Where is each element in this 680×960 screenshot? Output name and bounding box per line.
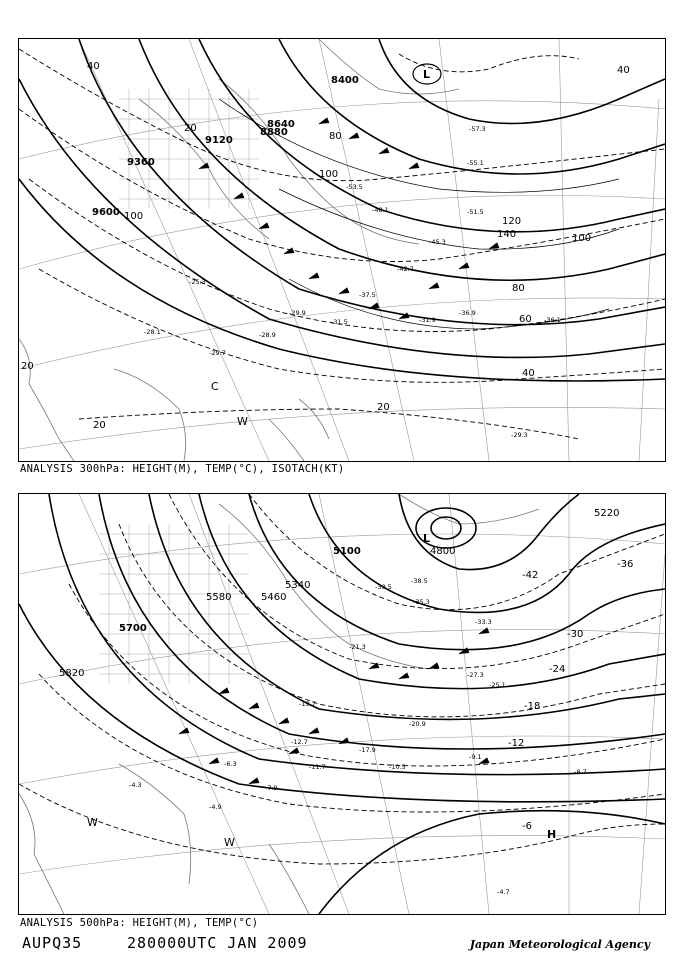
product-code: AUPQ35	[22, 934, 83, 952]
temperature-value: -25.3	[189, 278, 206, 286]
isotherm-label: -12	[508, 738, 525, 749]
isotach-lines-300	[219, 64, 619, 329]
isotach-label: 100	[319, 169, 339, 180]
temperature-value: -57.3	[469, 125, 486, 133]
temperature-value: -28.9	[259, 331, 276, 339]
temperature-value: -33.3	[475, 618, 492, 626]
temperature-value: -21.3	[349, 643, 366, 651]
temperature-value: -12.7	[291, 738, 308, 746]
warm-center-letter: W	[87, 816, 98, 829]
height-label: 5220	[594, 508, 620, 519]
isotach-label: 40	[617, 65, 630, 76]
height-label: 5100	[333, 546, 361, 557]
temperature-value: -19.7	[299, 700, 316, 708]
isotach-label: 120	[502, 216, 522, 227]
low-center-letter: L	[423, 68, 431, 81]
temperature-value: -38.5	[411, 577, 428, 585]
height-labels-500	[59, 508, 619, 679]
height-label: 9360	[127, 157, 155, 168]
height-label: 8640	[267, 119, 295, 130]
isotach-label: 20	[377, 402, 390, 413]
temperature-value: -45.3	[429, 238, 446, 246]
isotherm-label: -30	[567, 629, 584, 640]
temperature-value: -4.9	[209, 803, 222, 811]
height-label: 5820	[59, 668, 85, 679]
isotherm-label: -24	[549, 664, 566, 675]
isotherm-label: -36	[617, 559, 634, 570]
temperature-value: -35.3	[413, 598, 430, 606]
isotach-label: 40	[87, 61, 100, 72]
temperature-value: -11.7	[309, 763, 326, 771]
isotach-label: 100	[572, 233, 592, 244]
high-center-letter: H	[547, 828, 557, 841]
temperature-value: -29.3	[511, 431, 528, 439]
height-label: 9120	[205, 135, 233, 146]
temperature-value: -25.1	[489, 681, 506, 689]
height-label: 5460	[261, 592, 287, 603]
map-500hpa-canvas	[19, 494, 665, 914]
temperature-value: -36.9	[459, 309, 476, 317]
cold-center-letter: C	[211, 380, 219, 393]
temperature-labels-300	[144, 125, 561, 439]
isotach-label: 20	[184, 123, 197, 134]
temperature-value: -37.5	[359, 291, 376, 299]
height-label: 5580	[206, 592, 232, 603]
temperature-value: -53.5	[346, 183, 363, 191]
temperature-value: -6.3	[224, 760, 237, 768]
temperature-value: -17.9	[359, 746, 376, 754]
hatched-region-500	[99, 524, 249, 684]
height-contours-500	[19, 494, 665, 914]
temperature-value: -42.7	[397, 265, 414, 273]
map-300hpa-canvas	[19, 39, 665, 461]
map-panel-500hpa	[18, 493, 666, 915]
warm-center-letter: W	[224, 836, 235, 849]
temperature-value: -29.7	[209, 349, 226, 357]
isotherm-label: -42	[522, 570, 539, 581]
low-center-letter: L	[423, 532, 431, 545]
temperature-value: -31.5	[331, 318, 348, 326]
height-label: 5700	[119, 623, 147, 634]
caption-300hpa: ANALYSIS 300hPa: HEIGHT(M), TEMP(°C), ISOTACH(KT)	[20, 463, 345, 475]
height-label: 4800	[430, 546, 456, 557]
isotach-label: 20	[93, 420, 106, 431]
height-label: 8880	[260, 127, 288, 138]
valid-time: 280000UTC JAN 2009	[127, 934, 308, 952]
temperature-value: -29.9	[289, 309, 306, 317]
isotach-label: 20	[21, 361, 34, 372]
temperature-value: -8.7	[574, 768, 587, 776]
isotach-label: 80	[329, 131, 342, 142]
temperature-value: -4.7	[497, 888, 510, 896]
height-label: 5340	[285, 580, 311, 591]
hatched-region-300	[119, 89, 259, 209]
temperature-value: -48.1	[372, 206, 389, 214]
temperature-value: -36.1	[544, 316, 561, 324]
height-label: 8400	[331, 75, 359, 86]
height-labels-300	[92, 75, 359, 218]
temperature-value: -27.3	[467, 671, 484, 679]
agency-name: Japan Meteorological Agency	[469, 938, 650, 951]
temperature-value: -4.3	[129, 781, 142, 789]
temperature-value: -9.1	[469, 753, 482, 761]
temperature-value: -28.1	[144, 328, 161, 336]
temperature-value: -31.9	[419, 316, 436, 324]
center-letters-300	[211, 68, 430, 428]
wind-barbs-300	[199, 118, 499, 319]
temperature-value: -39.5	[375, 583, 392, 591]
temperature-value: -51.5	[467, 208, 484, 216]
map-panel-300hpa	[18, 38, 666, 462]
isotach-label: 100	[124, 211, 144, 222]
warm-center-letter: W	[237, 415, 248, 428]
isotherm-label: -6	[522, 821, 532, 832]
isotach-label: 80	[512, 283, 525, 294]
isotach-label: 60	[519, 314, 532, 325]
height-label: 9600	[92, 207, 120, 218]
temperature-value: -55.1	[467, 159, 484, 167]
isotherm-label: -18	[524, 701, 541, 712]
isotach-label: 140	[497, 229, 517, 240]
isotach-label: 40	[522, 368, 535, 379]
temperature-value: -7.9	[265, 784, 278, 792]
temperature-value: -20.9	[409, 720, 426, 728]
caption-500hpa: ANALYSIS 500hPa: HEIGHT(M), TEMP(°C)	[20, 917, 259, 929]
temperature-value: -10.5	[389, 763, 406, 771]
